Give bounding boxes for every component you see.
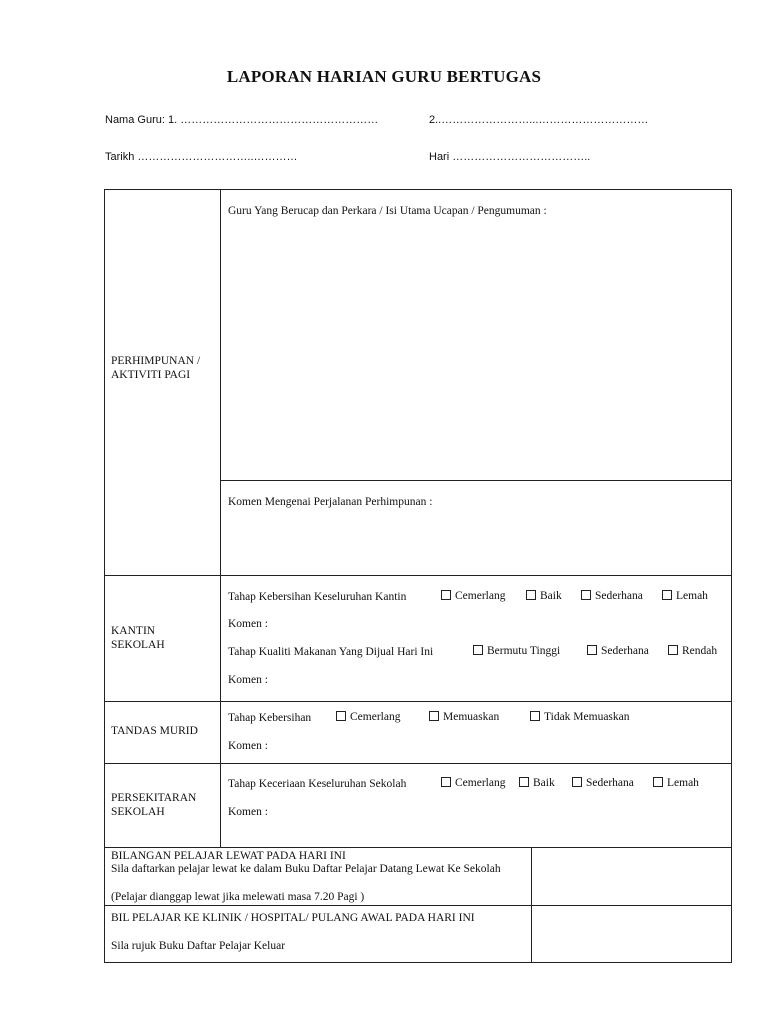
perhimpunan-label-line2: AKTIVITI PAGI: [111, 369, 191, 381]
checkbox-icon[interactable]: [336, 711, 346, 721]
row-divider: [220, 480, 732, 481]
persekitaran-option-baik[interactable]: Baik: [519, 777, 555, 789]
checkbox-icon[interactable]: [429, 711, 439, 721]
checkbox-icon[interactable]: [530, 711, 540, 721]
kantin-komen-1: Komen :: [228, 618, 268, 630]
tandas-question: Tahap Kebersihan: [228, 712, 312, 724]
tandas-option-tidak-memuaskan[interactable]: Tidak Memuaskan: [530, 711, 630, 723]
column-divider: [220, 189, 221, 848]
page-title: LAPORAN HARIAN GURU BERTUGAS: [226, 67, 542, 86]
lewat-note: (Pelajar dianggap lewat jika melewati masa 7.20 Pagi ): [111, 891, 365, 903]
nama-guru-2-field[interactable]: 2..……………………...…………………………: [429, 114, 649, 126]
kantin-kualiti-question: Tahap Kualiti Makanan Yang Dijual Hari Ini: [228, 646, 434, 658]
checkbox-icon[interactable]: [526, 590, 536, 600]
checkbox-icon[interactable]: [441, 590, 451, 600]
ucapan-prompt: Guru Yang Berucap dan Perkara / Isi Utama Ucapan / Pengumuman :: [228, 205, 547, 217]
checkbox-icon[interactable]: [668, 645, 678, 655]
kantin-kebersihan-option-cemerlang[interactable]: Cemerlang: [441, 590, 505, 602]
checkbox-icon[interactable]: [572, 777, 582, 787]
kantin-label-line2: SEKOLAH: [111, 639, 165, 651]
kantin-kualiti-option-bermutu-tinggi[interactable]: Bermutu Tinggi: [473, 645, 560, 657]
tarikh-field[interactable]: Tarikh …………………………..…………: [105, 151, 298, 163]
ucapan-answer-area[interactable]: [222, 222, 730, 478]
persekitaran-label-line1: PERSEKITARAN: [111, 792, 197, 804]
lewat-count-field[interactable]: [533, 849, 730, 904]
lewat-instruction: Sila daftarkan pelajar lewat ke dalam Buku Daftar Pelajar Datang Lewat Ke Sekolah: [111, 863, 501, 875]
kantin-kebersihan-option-lemah[interactable]: Lemah: [662, 590, 708, 602]
komen-perhimpunan-prompt: Komen Mengenai Perjalanan Perhimpunan :: [228, 496, 433, 508]
row-divider: [104, 701, 732, 702]
row-divider: [104, 575, 732, 576]
checkbox-icon[interactable]: [581, 590, 591, 600]
persekitaran-label-line2: SEKOLAH: [111, 806, 165, 818]
tandas-komen: Komen :: [228, 740, 268, 752]
kantin-kualiti-option-sederhana[interactable]: Sederhana: [587, 645, 649, 657]
klinik-count-field[interactable]: [533, 907, 730, 962]
kantin-kualiti-option-rendah[interactable]: Rendah: [668, 645, 717, 657]
kantin-label-line1: KANTIN: [111, 625, 156, 637]
checkbox-icon[interactable]: [587, 645, 597, 655]
row-divider: [104, 763, 732, 764]
persekitaran-option-sederhana[interactable]: Sederhana: [572, 777, 634, 789]
persekitaran-option-cemerlang[interactable]: Cemerlang: [441, 777, 505, 789]
kantin-komen-2: Komen :: [228, 674, 268, 686]
persekitaran-option-lemah[interactable]: Lemah: [653, 777, 699, 789]
tandas-option-cemerlang[interactable]: Cemerlang: [336, 711, 400, 723]
checkbox-icon[interactable]: [473, 645, 483, 655]
checkbox-icon[interactable]: [441, 777, 451, 787]
tandas-option-memuaskan[interactable]: Memuaskan: [429, 711, 499, 723]
kantin-kebersihan-question: Tahap Kebersihan Keseluruhan Kantin: [228, 591, 407, 603]
klinik-instruction: Sila rujuk Buku Daftar Pelajar Keluar: [111, 940, 286, 952]
perhimpunan-label-line1: PERHIMPUNAN /: [111, 355, 201, 367]
hari-field[interactable]: Hari ………………………………..: [429, 151, 591, 163]
kantin-kebersihan-option-baik[interactable]: Baik: [526, 590, 562, 602]
persekitaran-question: Tahap Keceriaan Keseluruhan Sekolah: [228, 778, 407, 790]
kantin-kebersihan-option-sederhana[interactable]: Sederhana: [581, 590, 643, 602]
checkbox-icon[interactable]: [519, 777, 529, 787]
persekitaran-komen: Komen :: [228, 806, 268, 818]
lewat-heading: BILANGAN PELAJAR LEWAT PADA HARI INI: [111, 850, 346, 862]
klinik-heading: BIL PELAJAR KE KLINIK / HOSPITAL/ PULANG AWAL PADA HARI INI: [111, 912, 475, 924]
checkbox-icon[interactable]: [662, 590, 672, 600]
checkbox-icon[interactable]: [653, 777, 663, 787]
nama-guru-1-field[interactable]: Nama Guru: 1. ………………………………………………: [105, 114, 379, 126]
tandas-label: TANDAS MURID: [111, 725, 198, 737]
komen-perhimpunan-answer-area[interactable]: [222, 512, 730, 574]
row-divider: [104, 905, 732, 906]
